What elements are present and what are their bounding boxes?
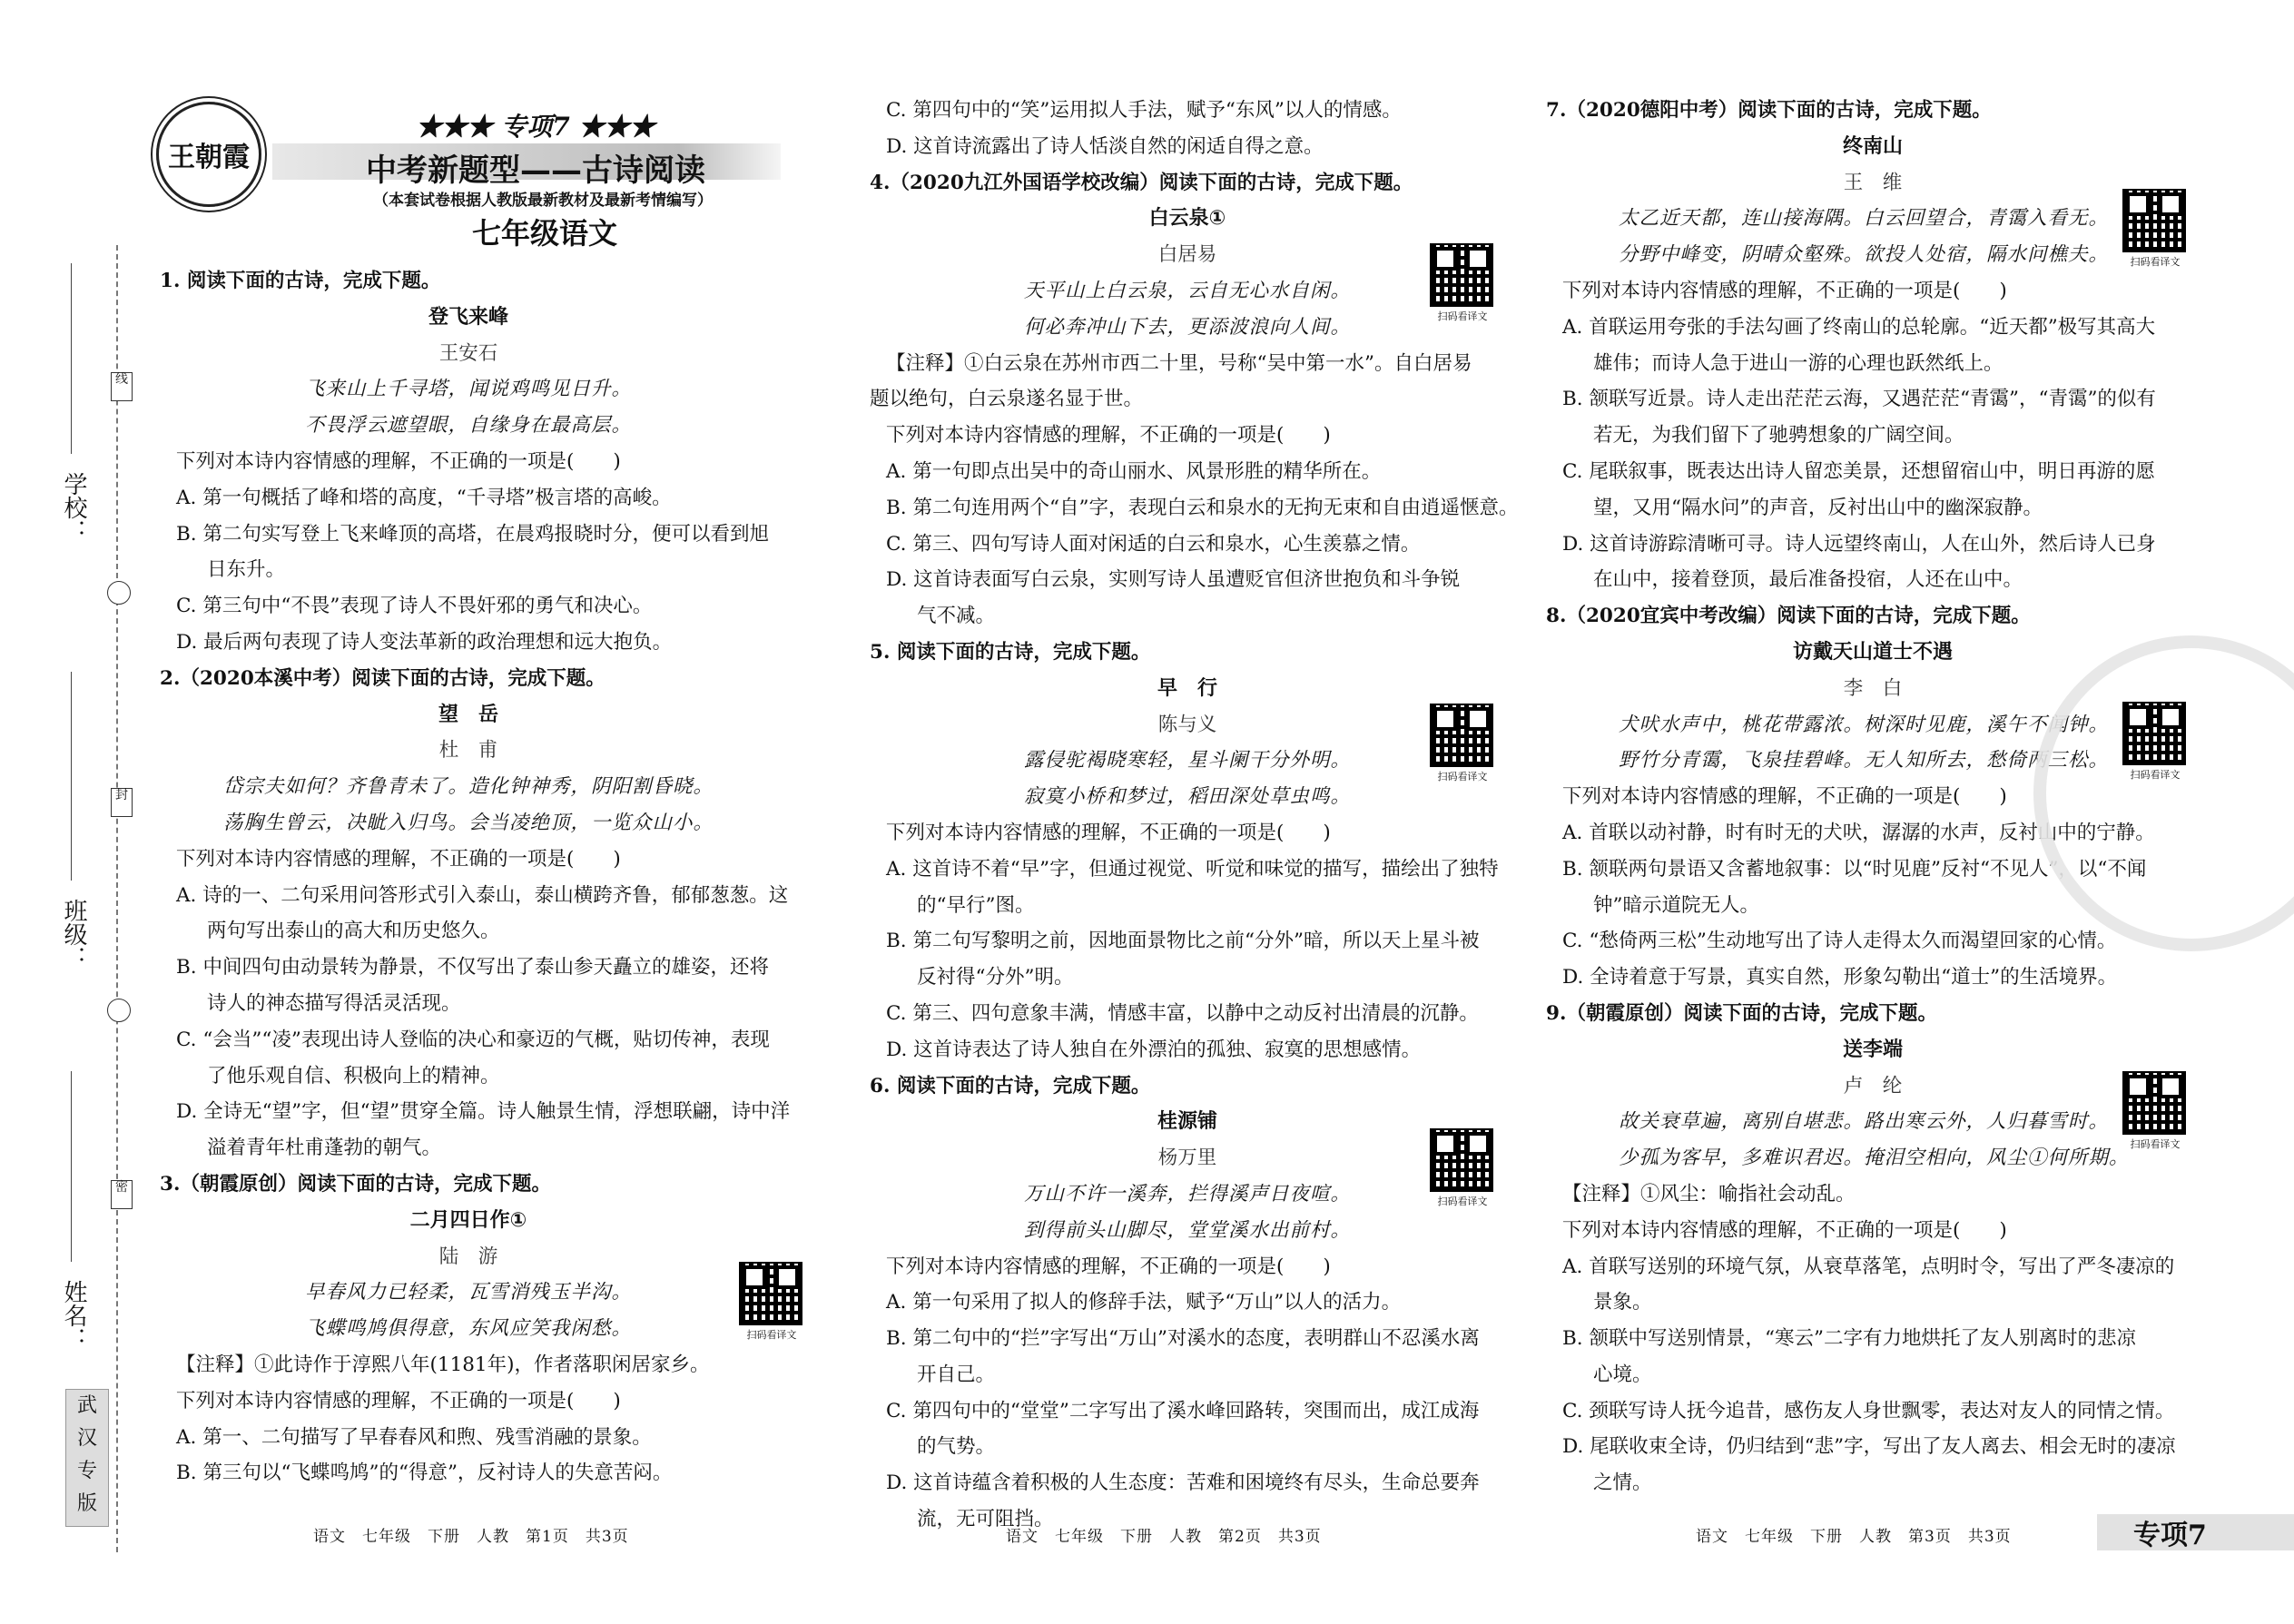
answer-option: A. 第一、二句描写了早春春风和煦、残雪消融的景象。 — [176, 1425, 652, 1449]
answer-option-continued: 气不减。 — [917, 605, 996, 628]
poem-author: 李 白 — [1843, 676, 1903, 700]
question-prompt: 2.（2020本溪中考）阅读下面的古诗，完成下题。 — [160, 666, 605, 690]
answer-option: D. 这首诗表面写白云泉，实则写诗人虽遭贬官但济世抱负和斗争锐 — [886, 568, 1461, 592]
poem-title: 送李端 — [1842, 1038, 1903, 1061]
grade-title: 七年级语文 — [471, 216, 617, 251]
answer-option: A. 首联以动衬静，时有时无的犬吠，潺潺的水声，反衬山中的宁静。 — [1562, 821, 2155, 844]
answer-option-continued: 两句写出泰山的高大和历史悠久。 — [207, 920, 500, 943]
answer-option: A. 首联写送别的环境气氛，从衰草落笔，点明时令，写出了严冬凄凉的 — [1562, 1255, 2175, 1278]
qr-caption: 扫码看译文 — [746, 1329, 797, 1341]
annotation-note: 【注释】①此诗作于淳熙八年(1181年)，作者落职闲居家乡。 — [176, 1353, 710, 1376]
qr-code-image — [1430, 704, 1493, 767]
edition-char: 专 — [76, 1460, 97, 1482]
answer-option: C. “愁倚两三松”生动地写出了诗人走得太久而渴望回家的心情。 — [1562, 930, 2117, 953]
poem-title: 终南山 — [1842, 134, 1903, 158]
poem-line: 露侵驼褐晓寒轻，星斗阑干分外明。 — [1023, 749, 1351, 773]
poem-line: 故关衰草遍，离别自堪悲。路出寒云外，人归暮雪时。 — [1619, 1110, 2110, 1134]
answer-option: C. 第四句中的“堂堂”二字写出了溪水峰回路转，突围而出，成江成海 — [886, 1399, 1480, 1422]
question-stem: 下列对本诗内容情感的理解，不正确的一项是( ) — [1562, 279, 2007, 302]
school-label: 学校： — [60, 472, 87, 543]
poem-line: 分野中峰变，阴晴众壑殊。欲投人处宿，隔水问樵夫。 — [1619, 243, 2110, 267]
poem-author: 杜 甫 — [438, 739, 498, 763]
qr-code-image — [2122, 189, 2186, 252]
edition-badge — [65, 1389, 109, 1527]
poem-line: 寂寞小桥和梦过，稻田深处草虫鸣。 — [1023, 785, 1351, 809]
answer-option: B. 颔联两句景语又含蓄地叙事：以“时见鹿”反衬“不见人”，以“不闻 — [1562, 857, 2147, 881]
answer-option: C. 第三、四句意象丰满，情感丰富，以静中之动反衬出清晨的沉静。 — [886, 1001, 1479, 1025]
series-label — [399, 107, 672, 143]
qr-caption: 扫码看译文 — [2130, 256, 2181, 268]
poem-author: 陆 游 — [438, 1245, 498, 1268]
edition-char: 版 — [76, 1492, 97, 1515]
poem-title: 白云泉① — [1148, 207, 1226, 231]
answer-option-continued: 溢着青年杜甫蓬勃的朝气。 — [207, 1137, 442, 1160]
logo-text: 王朝霞 — [168, 142, 250, 173]
poem-author: 杨万里 — [1157, 1147, 1217, 1170]
qr-code-image — [1430, 243, 1493, 307]
edition-char: 武 — [76, 1394, 97, 1417]
poem-title: 早 行 — [1157, 676, 1217, 700]
footer-page-1: 语文 七年级 下册 人教 第1页 共3页 — [313, 1528, 629, 1546]
answer-option-continued: 景象。 — [1593, 1291, 1652, 1314]
answer-option-continued: 心境。 — [1593, 1363, 1652, 1386]
answer-option: A. 第一句采用了拟人的修辞手法，赋予“万山”以人的活力。 — [886, 1291, 1402, 1314]
answer-option: A. 诗的一、二句采用问答形式引入泰山，泰山横跨齐鲁，郁郁葱葱。这 — [176, 883, 789, 907]
qr-code[interactable] — [1430, 243, 1495, 323]
poem-title: 登飞来峰 — [428, 305, 508, 329]
answer-option-continued: 望，又用“隔水问”的声音，反衬出山中的幽深寂静。 — [1593, 496, 2043, 519]
poem-line: 犬吠水声中，桃花带露浓。树深时见鹿，溪午不闻钟。 — [1619, 713, 2110, 736]
question-prompt: 4.（2020九江外国语学校改编）阅读下面的古诗，完成下题。 — [870, 171, 1413, 194]
question-prompt: 3.（朝霞原创）阅读下面的古诗，完成下题。 — [160, 1172, 551, 1196]
annotation-note: 【注释】①白云泉在苏州市西二十里，号称“吴中第一水”。自白居易 — [886, 351, 1472, 375]
question-stem: 下列对本诗内容情感的理解，不正确的一项是( ) — [1562, 1218, 2007, 1242]
question-prompt: 6. 阅读下面的古诗，完成下题。 — [870, 1074, 1151, 1097]
answer-option-continued: 之情。 — [1593, 1471, 1652, 1495]
poem-line: 到得前头山脚尽，堂堂溪水出前村。 — [1023, 1218, 1351, 1242]
poem-line: 飞蝶鸣鸠俱得意，东风应笑我闲愁。 — [304, 1317, 632, 1341]
qr-code[interactable] — [739, 1262, 804, 1342]
star-icon: ★★★ — [578, 112, 655, 142]
poem-line: 不畏浮云遮望眼，自缘身在最高层。 — [304, 414, 632, 438]
poem-title: 桂源铺 — [1157, 1110, 1217, 1134]
answer-option-continued: 反衬得“分外”明。 — [917, 966, 1074, 989]
answer-option: B. 第三句以“飞蝶鸣鸠”的“得意”，反衬诗人的失意苦闷。 — [176, 1462, 673, 1485]
answer-option-continued: 日东升。 — [207, 558, 286, 582]
poem-line: 岱宗夫如何？齐鲁青未了。造化钟神秀，阴阳割昏晓。 — [222, 775, 714, 799]
poem-author: 陈与义 — [1157, 713, 1217, 736]
column-1 — [160, 263, 791, 1491]
answer-option-continued: 流，无可阻挡。 — [917, 1508, 1054, 1531]
binding-mark-close: 密 — [111, 1180, 133, 1209]
qr-caption: 扫码看译文 — [1437, 771, 1488, 782]
poem-line: 天平山上白云泉，云自无心水自闲。 — [1023, 279, 1351, 302]
page-subtitle: （本套试卷根据人教版最新教材及最新考情编写） — [373, 192, 713, 210]
answer-option: B. 第二句连用两个“自”字，表现白云和泉水的无拘无束和自由逍遥惬意。 — [886, 496, 1519, 519]
answer-option: B. 颔联写近景。诗人走出茫茫云海，又遇茫茫“青霭”，“青霭”的似有 — [1562, 388, 2156, 411]
logo — [156, 102, 261, 207]
school-underline — [71, 263, 72, 454]
question-stem: 下列对本诗内容情感的理解，不正确的一项是( ) — [176, 847, 621, 871]
answer-option: C. 第三句中“不畏”表现了诗人不畏奸邪的勇气和决心。 — [176, 595, 653, 618]
answer-option-continued: 了他乐观自信、积极向上的精神。 — [207, 1064, 500, 1088]
poem-author: 王 维 — [1843, 171, 1903, 194]
poem-author: 王安石 — [438, 341, 498, 365]
answer-option: C. 第四句中的“笑”运用拟人手法，赋予“东风”以人的情感。 — [886, 99, 1402, 122]
answer-option: B. 第二句实写登上飞来峰顶的高塔，在晨鸡报晓时分，便可以看到旭 — [176, 522, 769, 546]
qr-code-image — [2122, 1071, 2186, 1135]
answer-option: D. 这首诗表达了诗人独自在外漂泊的孤独、寂寞的思想感情。 — [886, 1038, 1422, 1061]
answer-option: D. 这首诗流露出了诗人恬淡自然的闲适自得之意。 — [886, 134, 1324, 158]
qr-code[interactable] — [1430, 704, 1495, 783]
question-stem: 下列对本诗内容情感的理解，不正确的一项是( ) — [176, 449, 621, 473]
qr-caption: 扫码看译文 — [2130, 769, 2181, 781]
poem-title: 望 岳 — [438, 703, 498, 726]
answer-option: C. 尾联叙事，既表达出诗人留恋美景，还想留宿山中，明日再游的愿 — [1562, 459, 2155, 483]
qr-code-image — [1430, 1128, 1493, 1192]
answer-option: A. 第一句概括了峰和塔的高度，“千寻塔”极言塔的高峻。 — [176, 486, 672, 509]
footer-page-3: 语文 七年级 下册 人教 第3页 共3页 — [1696, 1528, 2012, 1546]
poem-line: 荡胸生曾云，决眦入归鸟。会当凌绝顶，一览众山小。 — [222, 811, 714, 834]
answer-option: D. 全诗无“望”字，但“望”贯穿全篇。诗人触景生情，浮想联翩，诗中洋 — [176, 1100, 791, 1124]
question-stem: 下列对本诗内容情感的理解，不正确的一项是( ) — [176, 1389, 621, 1412]
question-stem: 下列对本诗内容情感的理解，不正确的一项是( ) — [1562, 785, 2007, 809]
corner-label: 专项7 — [2133, 1520, 2207, 1551]
question-prompt: 7.（2020德阳中考）阅读下面的古诗，完成下题。 — [1546, 99, 1992, 122]
binding-mark-line: 线 — [111, 372, 133, 401]
qr-code-image — [739, 1262, 802, 1325]
poem-line: 少孤为客早，多难识君迟。掩泪空相向，风尘①何所期。 — [1619, 1147, 2130, 1170]
name-label: 姓名： — [60, 1280, 87, 1351]
poem-author: 卢 纶 — [1843, 1074, 1903, 1097]
question-prompt: 9.（朝霞原创）阅读下面的古诗，完成下题。 — [1546, 1001, 1937, 1025]
class-label: 班级： — [60, 899, 87, 969]
answer-option: D. 尾联收束全诗，仍归结到“悲”字，写出了友人离去、相会无时的凄凉 — [1562, 1435, 2176, 1459]
answer-option: B. 颔联中写送别情景，“寒云”二字有力地烘托了友人别离时的悲凉 — [1562, 1327, 2136, 1351]
qr-caption: 扫码看译文 — [1437, 1196, 1488, 1207]
binding-circle — [107, 581, 131, 605]
answer-option: D. 最后两句表现了诗人变法革新的政治理想和远大抱负。 — [176, 630, 673, 654]
poem-line: 早春风力已轻柔，瓦雪消残玉半沟。 — [304, 1281, 632, 1304]
series-name: 专项7 — [501, 112, 570, 142]
qr-caption: 扫码看译文 — [2130, 1138, 2181, 1150]
question-stem: 下列对本诗内容情感的理解，不正确的一项是( ) — [886, 424, 1331, 448]
note-continued: 题以绝句，白云泉遂名显于世。 — [870, 388, 1144, 411]
answer-option: B. 第二句中的“拦”字写出“万山”对溪水的态度，表明群山不忍溪水离 — [886, 1327, 1480, 1351]
answer-option: A. 首联运用夸张的手法勾画了终南山的总轮廓。“近天都”极写其高大 — [1562, 315, 2156, 339]
annotation-note: 【注释】①风尘：喻指社会动乱。 — [1562, 1182, 1856, 1206]
answer-option: C. 颈联写诗人抚今追昔，感伤友人身世飘零，表达对友人的同情之情。 — [1562, 1399, 2175, 1422]
question-prompt: 5. 阅读下面的古诗，完成下题。 — [870, 640, 1151, 664]
answer-option-continued: 的气势。 — [917, 1435, 996, 1459]
poem-title: 访戴天山道士不遇 — [1792, 640, 1953, 664]
class-underline — [71, 672, 72, 881]
name-underline — [71, 1071, 72, 1262]
answer-option-continued: 若无，为我们留下了驰骋想象的广阔空间。 — [1593, 424, 1964, 448]
answer-option-continued: 钟”暗示道院无人。 — [1593, 893, 1759, 917]
qr-caption: 扫码看译文 — [1437, 310, 1488, 322]
question-stem: 下列对本诗内容情感的理解，不正确的一项是( ) — [886, 821, 1331, 844]
answer-option: D. 全诗着意于写景，真实自然，形象勾勒出“道士”的生活境界。 — [1562, 966, 2118, 989]
question-prompt: 1. 阅读下面的古诗，完成下题。 — [160, 270, 441, 292]
star-icon: ★★★ — [416, 112, 493, 142]
answer-option-continued: 诗人的神态描写得活灵活现。 — [207, 991, 461, 1015]
edition-char: 汉 — [76, 1427, 97, 1450]
question-stem: 下列对本诗内容情感的理解，不正确的一项是( ) — [886, 1255, 1331, 1278]
poem-line: 万山不许一溪奔，拦得溪声日夜喧。 — [1023, 1182, 1351, 1206]
page-title: 中考新题型——古诗阅读 — [366, 153, 705, 189]
binding-dashed-line — [116, 245, 118, 1552]
answer-option-continued: 的“早行”图。 — [917, 893, 1035, 917]
answer-option: B. 中间四句由动景转为静景，不仅写出了泰山参天矗立的雄姿，还将 — [176, 956, 769, 979]
answer-option-continued: 在山中，接着登顶，最后准备投宿，人还在山中。 — [1593, 568, 2023, 592]
poem-line: 飞来山上千寻塔，闻说鸡鸣见日升。 — [304, 378, 632, 401]
binding-circle — [107, 999, 131, 1022]
question-prompt: 8.（2020宜宾中考改编）阅读下面的古诗，完成下题。 — [1546, 605, 2031, 628]
qr-code[interactable] — [1430, 1128, 1495, 1208]
footer-page-2: 语文 七年级 下册 人教 第2页 共3页 — [1006, 1528, 1322, 1546]
answer-option-continued: 雄伟；而诗人急于进山一游的心理也跃然纸上。 — [1593, 351, 2004, 375]
poem-line: 何必奔冲山下去，更添波浪向人间。 — [1023, 315, 1351, 339]
poem-author: 白居易 — [1157, 243, 1217, 267]
answer-option: B. 第二句写黎明之前，因地面景物比之前“分外”暗，所以天上星斗被 — [886, 930, 1480, 953]
answer-option: D. 这首诗游踪清晰可寻。诗人远望终南山，人在山外，然后诗人已身 — [1562, 532, 2156, 556]
answer-option: C. 第三、四句写诗人面对闲适的白云和泉水，心生羡慕之情。 — [886, 532, 1421, 556]
poem-title: 二月四日作① — [409, 1208, 527, 1232]
answer-option: D. 这首诗蕴含着积极的人生态度：苦难和困境终有尽头，生命总要奔 — [886, 1471, 1480, 1495]
answer-option: C. “会当”“凌”表现出诗人登临的决心和豪迈的气概，贴切传神，表现 — [176, 1028, 770, 1051]
poem-line: 野竹分青霭，飞泉挂碧峰。无人知所去，愁倚两三松。 — [1619, 749, 2110, 773]
answer-option: A. 第一句即点出吴中的奇山丽水、风景形胜的精华所在。 — [886, 459, 1382, 483]
qr-code[interactable] — [2122, 189, 2188, 269]
answer-option: A. 这首诗不着“早”字，但通过视觉、听觉和味觉的描写，描绘出了独特 — [886, 857, 1499, 881]
column-2 — [870, 93, 1519, 1538]
poem-line: 太乙近天都，连山接海隅。白云回望合，青霭入看无。 — [1619, 207, 2110, 231]
answer-option-continued: 开自己。 — [917, 1363, 996, 1386]
binding-mark-seal: 封 — [111, 788, 133, 817]
qr-code[interactable] — [2122, 1071, 2188, 1151]
